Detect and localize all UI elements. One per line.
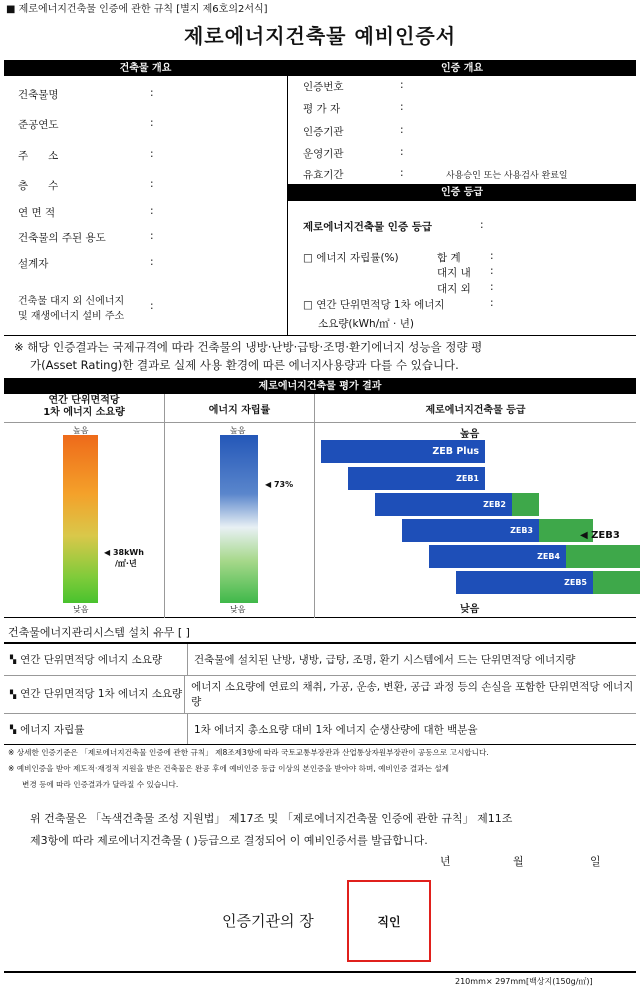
- gauge2-bar: [220, 435, 258, 603]
- colon: :: [490, 281, 494, 293]
- colon: :: [400, 79, 404, 91]
- footer-rule: [4, 971, 636, 973]
- def-term: [4, 714, 188, 744]
- total-label: 합 계: [437, 252, 461, 264]
- statement-line1: 위 건축물은 「녹색건축물 조성 지원법」 제17조 및 「제로에너지건축물 인증에 관한 규칙」 제11조: [30, 812, 513, 825]
- colon: :: [490, 265, 494, 277]
- grade-top: 높음: [460, 429, 480, 440]
- field-main-use: 건축물의 주된 용도: [18, 232, 106, 244]
- colon: :: [150, 87, 154, 99]
- eval-header-line: [4, 422, 636, 423]
- footer-paper: 210mm× 297mm[백상지(150g/㎡)]: [455, 977, 593, 986]
- def-row: [4, 714, 636, 744]
- grade-bottom: 낮음: [460, 604, 480, 615]
- colon: :: [400, 146, 404, 158]
- def-desc: 건축물에 설치된 난방, 냉방, 급탕, 조명, 환기 시스템에서 드는 단위면적당 에너지량: [194, 654, 576, 666]
- colon: :: [480, 219, 484, 231]
- bems-line: 건축물에너지관리시스템 설치 유무 [ ]: [8, 626, 190, 639]
- grade-bar-zeb2: ZEB2: [375, 493, 512, 516]
- grade-bar-zeb5: ZEB5: [456, 571, 593, 594]
- grade-bar-zeb4: ZEB4: [429, 545, 566, 568]
- col-header-energy-line1: 연간 단위면적당: [48, 395, 120, 406]
- colon: :: [400, 101, 404, 113]
- marker-icon: ▚: [10, 655, 17, 664]
- field-address: 주 소: [18, 150, 59, 162]
- def-term-text: 연간 단위면적당 에너지 소요량: [20, 654, 163, 666]
- seal-box: [347, 880, 431, 962]
- field-validity: 유효기간: [303, 169, 344, 181]
- self-rate-label: □ 에너지 자립률(%): [303, 252, 399, 264]
- offsite-label: 대지 외: [437, 283, 471, 295]
- field-completion-year: 준공연도: [18, 119, 59, 131]
- colon: :: [490, 297, 494, 309]
- cert-grade-bar: 인증 등급: [288, 184, 636, 201]
- col-header-energy: [4, 395, 164, 419]
- gauge1-value: ◀ 38kWh: [104, 548, 144, 557]
- field-offsite-energy-2: 및 재생에너지 설비 주소: [18, 311, 125, 322]
- colon: :: [150, 205, 154, 217]
- col-header-self-rate: 에너지 자립률: [208, 405, 271, 416]
- colon: :: [400, 167, 404, 179]
- gauge1-bar: [63, 435, 98, 603]
- seal-label: 인증기관의 장: [222, 912, 314, 930]
- colon: :: [150, 178, 154, 190]
- colon: :: [150, 117, 154, 129]
- cert-overview-bar: 인증 개요: [288, 62, 636, 76]
- def-row: [4, 676, 636, 714]
- gauge2-value: ◀ 73%: [265, 480, 294, 489]
- col-header-energy-line2: 1차 에너지 소요량: [43, 407, 125, 418]
- colon: :: [150, 256, 154, 268]
- gauge2-top: 높음: [230, 426, 246, 435]
- def-row: [4, 644, 636, 676]
- fine-print-2: ※ 예비인증을 받아 제도적·재정적 지원을 받은 건축물은 완공 후에 예비인증 등급 이상의 본인증을 받아야 하며, 예비인증 결과는 설계: [8, 764, 450, 773]
- def-desc: 1차 에너지 총소요량 대비 1차 에너지 순생산량에 대한 백분율: [194, 723, 478, 736]
- date-year: 년: [440, 855, 451, 868]
- grade-bar-zeb3: ZEB3: [402, 519, 539, 542]
- gauge1-bottom: 낮음: [73, 605, 89, 614]
- colon: :: [400, 124, 404, 136]
- date-month: 월: [513, 855, 524, 868]
- field-floor-area: 연 면 적: [18, 207, 56, 219]
- def-desc: 에너지 소요량에 연료의 채취, 가공, 운송, 변환, 공급 과정 등의 손실을 포함한 단위면적당 에너지량: [191, 680, 634, 708]
- gauge2-bottom: 낮음: [230, 605, 246, 614]
- annual-energy-label-2: 소요량(kWh/㎡ · 년): [318, 318, 414, 330]
- marker-icon: ▚: [10, 724, 17, 734]
- seal-text: 직인: [377, 914, 401, 929]
- building-overview-bar: 건축물 개요: [4, 62, 287, 76]
- field-cert-number: 인증번호: [303, 81, 344, 93]
- eval-divider-1: [164, 394, 165, 618]
- def-term: [4, 676, 185, 713]
- grade-title: 제로에너지건축물 인증 등급: [303, 221, 433, 233]
- field-floors: 층 수: [18, 180, 59, 192]
- gauge1-unit: /㎡·년: [115, 559, 137, 568]
- statement-line2: 제3항에 따라 제로에너지건축물 ( )등급으로 결정되어 이 예비인증서를 발급합니다.: [30, 834, 428, 847]
- col-header-grade: 제로에너지건축물 등급: [425, 405, 526, 416]
- colon: :: [150, 230, 154, 242]
- colon: :: [150, 300, 154, 312]
- form-header: ■ 제로에너지건축물 인증에 관한 규칙 [별지 제6호의2서식]: [6, 4, 268, 15]
- gauge1-top: 높음: [73, 426, 89, 435]
- marker-icon: ▚: [10, 690, 17, 699]
- def-term-text: 연간 단위면적당 1차 에너지 소요량: [20, 688, 183, 700]
- colon: :: [490, 250, 494, 262]
- def-term: [4, 644, 188, 675]
- annual-energy-label: □ 연간 단위면적당 1차 에너지: [303, 299, 445, 311]
- grade-bar-zeb-plus: ZEB Plus: [321, 440, 485, 463]
- rating-note-line2: 가(Asset Rating)한 결과로 실제 사용 환경에 따른 에너지사용량과 다를 수 있습니다.: [30, 358, 459, 372]
- eval-result-bar: 제로에너지건축물 평가 결과: [4, 380, 636, 394]
- field-offsite-energy: 건축물 대지 외 신에너지: [18, 296, 125, 307]
- field-evaluator: 평 가 자: [303, 103, 341, 115]
- colon: :: [150, 148, 154, 160]
- eval-divider-2: [314, 394, 315, 618]
- field-operator: 운영기관: [303, 148, 344, 160]
- rating-note-line1: ※ 해당 인증결과는 국제규격에 따라 건축물의 냉방·난방·급탕·조명·환기에너지 성능을 정량 평: [14, 340, 483, 354]
- field-building-name: 건축물명: [18, 89, 59, 101]
- grade-bar-green: [593, 571, 640, 594]
- field-cert-agency: 인증기관: [303, 126, 344, 138]
- defs-table: [4, 642, 636, 745]
- onsite-label: 대지 내: [437, 267, 471, 279]
- def-term-text: 에너지 자립률: [20, 723, 85, 736]
- validity-value: 사용승인 또는 사용검사 완료일: [446, 171, 568, 181]
- grade-marker: ◀ ZEB3: [580, 530, 620, 541]
- fine-print-3: 변경 등에 따라 인증결과가 달라질 수 있습니다.: [22, 780, 179, 789]
- grade-bar-zeb1: ZEB1: [348, 467, 485, 490]
- grade-bar-green: [566, 545, 640, 568]
- fine-print-1: ※ 상세한 인증기준은 「제로에너지건축물 인증에 관한 규칙」 제8조제3항에 따라 국토교통부장관과 산업통상자원부장관이 공동으로 고시합니다.: [8, 748, 489, 757]
- date-day: 일: [590, 855, 601, 868]
- field-designer: 설계자: [18, 258, 49, 270]
- page-title: 제로에너지건축물 예비인증서: [183, 24, 457, 48]
- grade-bar-green: [512, 493, 539, 516]
